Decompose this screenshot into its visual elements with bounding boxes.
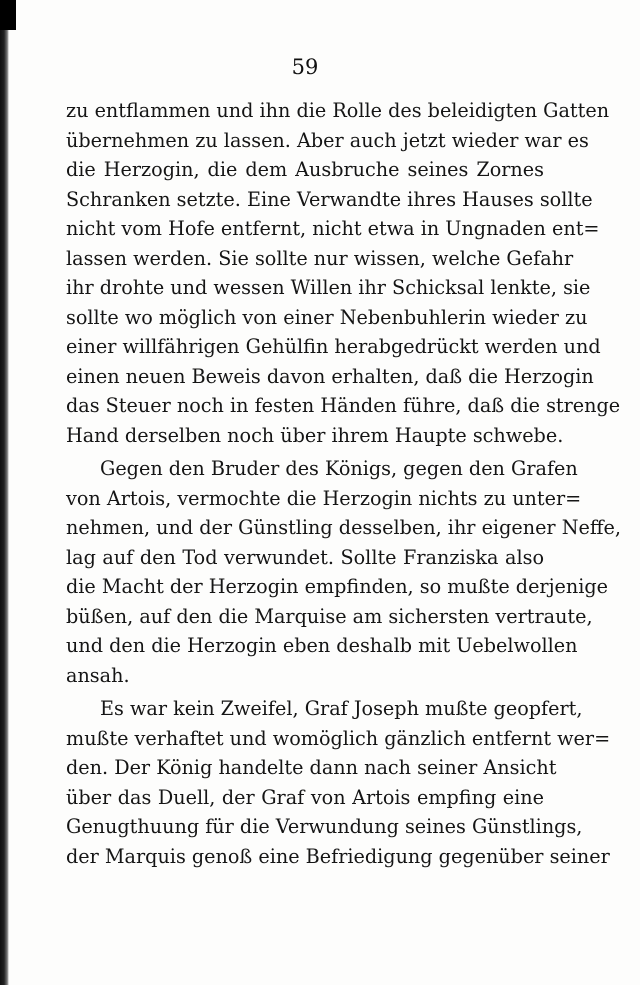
text-line: Schranken setzte. Eine Verwandte ihres Hauses sollte	[66, 187, 593, 211]
text-line: über das Duell, der Graf von Artois empfing eine	[66, 785, 544, 809]
text-line: nehmen, und der Günstling desselben, ihr eigener Neffe,	[66, 516, 621, 539]
paragraph-1	[66, 96, 621, 450]
text-line: einer willfährigen Gehülfin herabgedrückt werden und	[66, 335, 601, 358]
body-text	[66, 96, 621, 871]
text-line: der Marquis genoß eine Befriedigung gegenüber seiner	[66, 844, 610, 868]
scan-binding-edge	[0, 0, 9, 985]
text-line: Genugthuung für die Verwundung seines Günstlings,	[66, 815, 583, 838]
text-line: Hand derselben noch über ihrem Haupte schwebe.	[66, 423, 564, 447]
text-line: die Macht der Herzogin empfinden, so mußte derjenige	[66, 575, 609, 598]
text-line: sollte wo möglich von einer Nebenbuhlerin wieder zu	[66, 305, 588, 329]
text-line: von Artois, vermochte die Herzogin nichts zu unter=	[66, 486, 582, 510]
text-line: zu entflammen und ihn die Rolle des beleidigten Gatten	[66, 99, 610, 122]
paragraph-3	[66, 694, 611, 871]
text-line: einen neuen Beweis davon erhalten, daß die Herzogin	[66, 364, 594, 388]
text-line: die Herzogin, die dem Ausbruche seines Zornes	[66, 158, 544, 181]
text-line: lassen werden. Sie sollte nur wissen, welche Gefahr	[66, 246, 574, 270]
text-line: ihr drohte und wessen Willen ihr Schicksal lenkte, sie	[66, 276, 591, 299]
text-line: mußte verhaftet und womöglich gänzlich entfernt wer=	[66, 726, 611, 750]
paragraph-2	[66, 454, 621, 690]
text-line: übernehmen zu lassen. Aber auch jetzt wieder war es	[66, 128, 589, 152]
text-line: büßen, auf den die Marquise am sichersten vertraute,	[66, 604, 593, 628]
text-line: Gegen den Bruder des Königs, gegen den Grafen	[100, 457, 578, 480]
text-line: Es war kein Zweifel, Graf Joseph mußte geopfert,	[100, 697, 583, 720]
scan-corner-shadow	[0, 0, 16, 30]
text-line: das Steuer noch in festen Händen führe, daß die strenge	[66, 394, 621, 417]
text-line: ansah.	[66, 663, 130, 687]
text-line: den. Der König handelte dann nach seiner Ansicht	[66, 756, 557, 779]
page-number: 59	[291, 55, 319, 79]
text-line: und den die Herzogin eben deshalb mit Uebelwollen	[66, 634, 578, 657]
text-line: lag auf den Tod verwundet. Sollte Franziska also	[66, 545, 544, 569]
text-line: nicht vom Hofe entfernt, nicht etwa in Ungnaden ent=	[66, 217, 600, 240]
